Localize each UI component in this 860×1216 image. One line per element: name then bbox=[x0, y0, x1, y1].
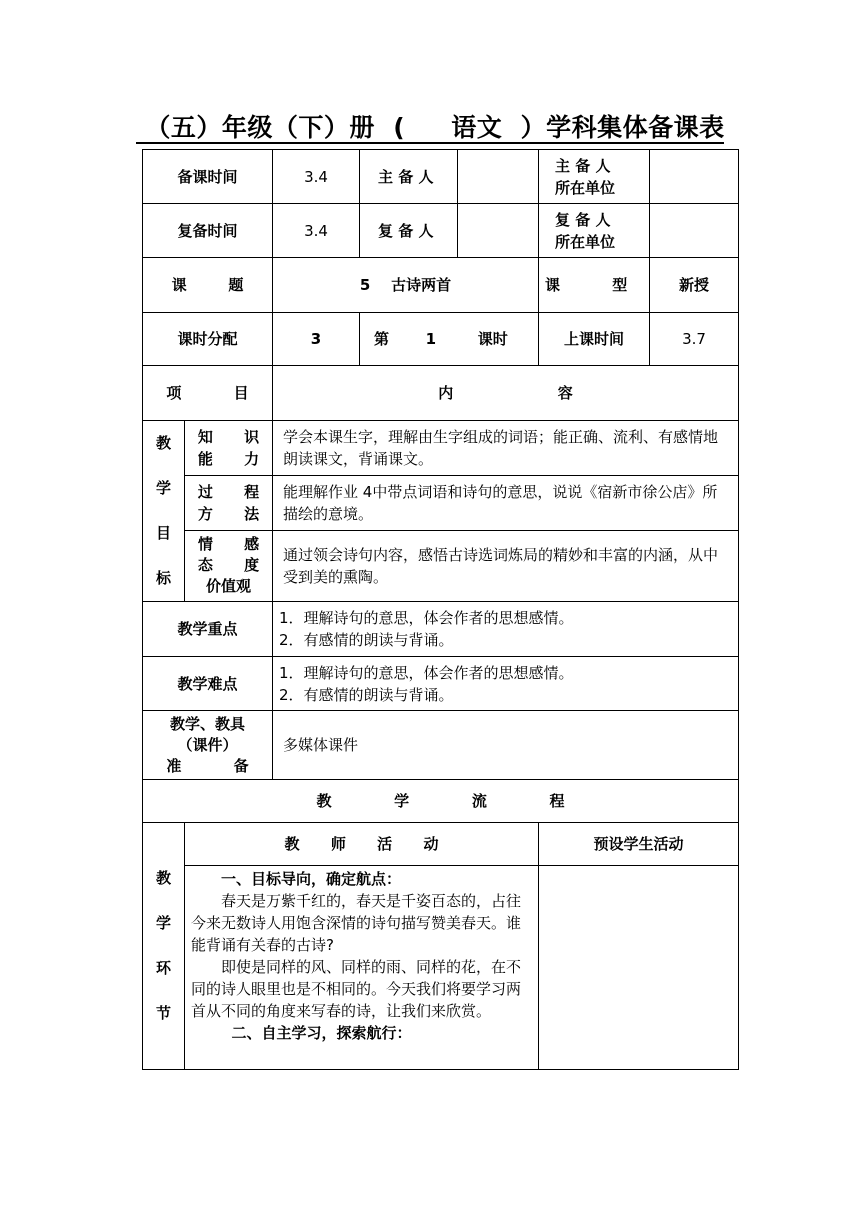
goal-process-line: 过 程 bbox=[197, 482, 260, 501]
item-header: 项 目 bbox=[143, 366, 273, 421]
goal-process-line: 方 法 bbox=[197, 504, 260, 523]
difficulty-line: 2．有感情的朗读与背诵。 bbox=[279, 685, 454, 704]
teacher-activity-content bbox=[185, 866, 539, 1070]
teaching-flow-title: 教 学 流 程 bbox=[143, 780, 739, 823]
stage-label-char: 环 bbox=[155, 959, 171, 977]
difficulty-line: 1．理解诗句的意思，体会作者的思想感情。 bbox=[279, 663, 574, 682]
difficulties-label: 教学难点 bbox=[143, 657, 273, 711]
reviewer-value bbox=[458, 204, 539, 258]
stage-label-char: 节 bbox=[155, 1004, 171, 1022]
goal-process-text: 能理解作业 4中带点词语和诗句的意思，说说《宿新市徐公店》所描绘的意境。 bbox=[273, 475, 739, 530]
goal-knowledge-text: 学会本课生字，理解由生字组成的词语；能正确、流利、有感情地朗读课文，背诵课文。 bbox=[273, 421, 739, 476]
key-points-label: 教学重点 bbox=[143, 602, 273, 657]
prep-time-value: 3.4 bbox=[273, 150, 360, 204]
key-point-line: 1．理解诗句的意思，体会作者的思想感情。 bbox=[279, 609, 574, 627]
lesson-type-value: 新授 bbox=[650, 258, 739, 313]
key-points-text bbox=[273, 602, 739, 657]
stage-label-char: 学 bbox=[155, 914, 171, 932]
reviewer-unit-label: 复 备 人 所在单位 bbox=[539, 204, 650, 258]
review-time-value: 3.4 bbox=[273, 204, 360, 258]
reviewer-unit-value bbox=[650, 204, 739, 258]
goal-emotion-line: 态 度 bbox=[197, 556, 260, 575]
teaching-stage-label bbox=[143, 823, 185, 1070]
class-time-label: 上课时间 bbox=[539, 313, 650, 366]
lesson-type-label: 课 型 bbox=[539, 258, 650, 313]
lead-unit-value bbox=[650, 150, 739, 204]
lesson-plan-table bbox=[142, 149, 739, 1070]
period-index: 第 1 课时 bbox=[360, 313, 539, 366]
page-title: （五）年级（下）册 ( 语文 ）学科集体备课表 bbox=[145, 113, 725, 142]
review-time-label: 复备时间 bbox=[143, 204, 273, 258]
difficulties-text bbox=[273, 657, 739, 711]
flow-heading-1: 一、目标导向，确定航点： bbox=[221, 870, 402, 888]
flow-paragraph: 春天是万紫千红的，春天是千姿百态的，占往今来无数诗人用饱含深情的诗句描写赞美春天。谁能背诵有关春的古诗? bbox=[191, 892, 522, 954]
goal-knowledge-line: 能 力 bbox=[197, 449, 260, 468]
goal-emotion-text: 通过领会诗句内容，感悟古诗选词炼局的精妙和丰富的内涵，从中受到美的熏陶。 bbox=[273, 530, 739, 601]
goals-label-char: 教 bbox=[155, 434, 171, 452]
period-allocation-label: 课时分配 bbox=[143, 313, 273, 366]
period-allocation-value: 3 bbox=[273, 313, 360, 366]
teaching-goals-label bbox=[143, 421, 185, 602]
student-activity-content bbox=[539, 866, 739, 1070]
goal-knowledge-line: 知 识 bbox=[197, 427, 260, 446]
lead-preparer-label: 主 备 人 bbox=[360, 150, 458, 204]
topic-value: 5 古诗两首 bbox=[273, 258, 539, 313]
prep-label-line: 准 备 bbox=[166, 756, 249, 775]
prep-label-line: （课件） bbox=[177, 735, 238, 754]
title-underline bbox=[136, 142, 724, 144]
goal-knowledge-label bbox=[185, 421, 273, 476]
goal-process-label bbox=[185, 475, 273, 530]
goal-emotion-label bbox=[185, 530, 273, 601]
flow-heading-2: 二、自主学习，探索航行： bbox=[221, 1024, 412, 1042]
prep-time-label: 备课时间 bbox=[143, 150, 273, 204]
stage-label-char: 教 bbox=[155, 869, 171, 887]
goals-label-char: 学 bbox=[155, 479, 171, 497]
prep-materials-label bbox=[143, 711, 273, 780]
lead-preparer-value bbox=[458, 150, 539, 204]
topic-label: 课 题 bbox=[143, 258, 273, 313]
content-header: 内 容 bbox=[273, 366, 739, 421]
reviewer-label: 复 备 人 bbox=[360, 204, 458, 258]
class-time-value: 3.7 bbox=[650, 313, 739, 366]
key-point-line: 2．有感情的朗读与背诵。 bbox=[279, 631, 454, 649]
flow-paragraph: 即使是同样的风、同样的雨、同样的花，在不同的诗人眼里也是不相同的。今天我们将要学习两首从不同的角度来写春的诗，让我们来欣赏。 bbox=[191, 958, 522, 1020]
goals-label-char: 目 bbox=[155, 524, 171, 542]
prep-label-line: 教学、教具 bbox=[170, 714, 246, 733]
goal-emotion-line: 价值观 bbox=[206, 577, 252, 596]
goals-label-char: 标 bbox=[155, 569, 171, 587]
prep-materials-value: 多媒体课件 bbox=[273, 711, 739, 780]
student-activity-header: 预设学生活动 bbox=[539, 823, 739, 866]
lead-unit-label: 主 备 人 所在单位 bbox=[539, 150, 650, 204]
goal-emotion-line: 情 感 bbox=[197, 535, 260, 554]
teacher-activity-header: 教 师 活 动 bbox=[185, 823, 539, 866]
